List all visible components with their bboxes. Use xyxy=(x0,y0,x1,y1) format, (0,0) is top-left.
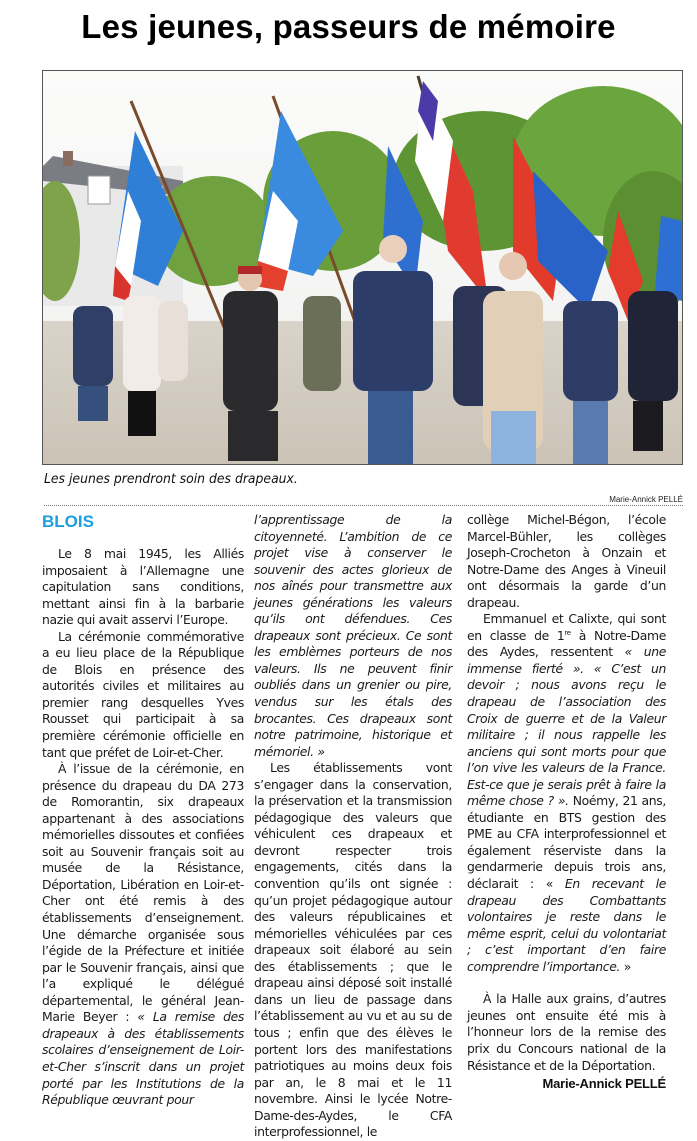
photo-caption: Les jeunes prendront soin des drapeaux. xyxy=(44,471,298,487)
article-photo xyxy=(42,70,683,465)
paragraph: À la Halle aux grains, d’autres jeunes ont ensuite été mis à l’honneur lors de la remise des prix du Concours national de la Résistance et de la Déportation. xyxy=(467,991,666,1073)
paragraph-text: » xyxy=(620,958,631,974)
dateline: BLOIS xyxy=(42,512,94,531)
paragraph: Les établissements vont s’engager dans la conservation, la préservation et la transmission pédagogique des valeurs que véhiculent ces drapeaux et devront respecter trois engagements, cités dans la convention qu’ils ont signée : qu’un projet pédagogique autour des valeurs républicaines et mémorielles véhiculées par ces drapeaux soit élaboré au sein des établissements ; que le drapeau ainsi déposé soit installé dans un lieu de passage dans l’établissement au vu et au su de tous ; enfin que des élèves le portent lors des manifestations patriotiques au moins deux fois par an, le 8 mai et le 11 novembre. Ainsi le lycée Notre-Dame-des-Aydes, le CFA interprofessionnel, le xyxy=(254,760,452,1140)
headline: Les jeunes, passeurs de mémoire xyxy=(81,8,616,45)
paragraph: Le 8 mai 1945, les Alliés imposaient à l’Allemagne une capitulation sans conditions, mettant ainsi fin à la barbarie nazie qui avait asservi l’Europe. xyxy=(42,546,244,628)
article-column-2 xyxy=(254,512,452,1141)
paragraph-text: Emmanuel et Calixte, qui sont en classe de 1 xyxy=(467,611,666,643)
paragraph-text: à Notre-Dame des Aydes, ressentent xyxy=(467,627,666,660)
paragraph xyxy=(467,611,666,975)
paragraph-text: Noémy, 21 ans, étudiante en BTS gestion des PME au CFA interprofessionnel et également réserviste dans la gendarmerie depuis trois ans, déclarait : « xyxy=(467,793,666,892)
spacer xyxy=(467,975,666,991)
quote: En recevant le drapeau des Combattants volontaires je reste dans le même esprit, celui du volontariat ; c’est important d’en faire comprendre l’importance. xyxy=(467,876,666,974)
quote: « une immense fierté ». « C’est un devoir ; nous avons reçu le drapeau de l’association des Croix de guerre et de la Valeur militaire ; il nous rappelle les anciens qui sont morts pour que l’on vive les valeurs de la France. Est-ce que je serais prêt à faire la même chose ? ». xyxy=(467,644,666,809)
caption-divider xyxy=(44,497,683,506)
paragraph xyxy=(42,761,244,1108)
article-column-1 xyxy=(42,512,244,1109)
paragraph: collège Michel-Bégon, l’école Marcel-Bühler, les collèges Joseph-Crocheton à Onzain et Notre-Dame des Anges à Vineuil ont désormais la garde d’un drapeau. xyxy=(467,512,666,610)
paragraph-text: À l’issue de la cérémonie, en présence du drapeau du DA 273 de Romorantin, six drapeaux appartenant à des associations mémorielles dissoutes et confiées soit au Souvenir français soit au musée de la Résistance, Déportation, Libération en Loir-et-Cher ont été remis à des établissements d’enseignement. Une démarche organisée sous l’égide de la Préfecture et initiée par le Souvenir français, ainsi que l’a expliqué le délégué départemental, le général Jean-Marie Beyer : xyxy=(42,761,244,1025)
paragraph: La cérémonie commémorative a eu lieu place de la République de Blois en présence des autorités civiles et militaires au premier rang desquelles Yves Rousset qui participait à sa première cérémonie officielle en tant que préfet de Loir-et-Cher. xyxy=(42,628,244,760)
photo-credit: Marie-Annick PELLÉ xyxy=(606,495,683,504)
article-column-3 xyxy=(467,512,666,1093)
photo-illustration xyxy=(43,71,682,464)
byline: Marie-Annick PELLÉ xyxy=(542,1076,666,1092)
superscript: re xyxy=(564,628,571,637)
quote: l’apprentissage de la citoyenneté. L’ambition de ce projet vise à conserver le souvenir des actes glorieux de nos aînés pour transmettre aux jeunes générations les valeurs qu’ils ont défendues. Ces drapeaux sont précieux. Ce sont les emblèmes porteurs de nos valeurs. Ils ne peuvent finir oubliés dans un grenier ou pire, vendus sur les étals des brocantes. Ces drapeaux sont notre patrimoine, historique et mémoriel. » xyxy=(254,512,452,759)
quote: « La remise des drapeaux à des établissements scolaires d’enseignement de Loir-et-Cher s’inscrit dans un projet porté par les Institutions de la République œuvrant pour xyxy=(42,1009,244,1108)
